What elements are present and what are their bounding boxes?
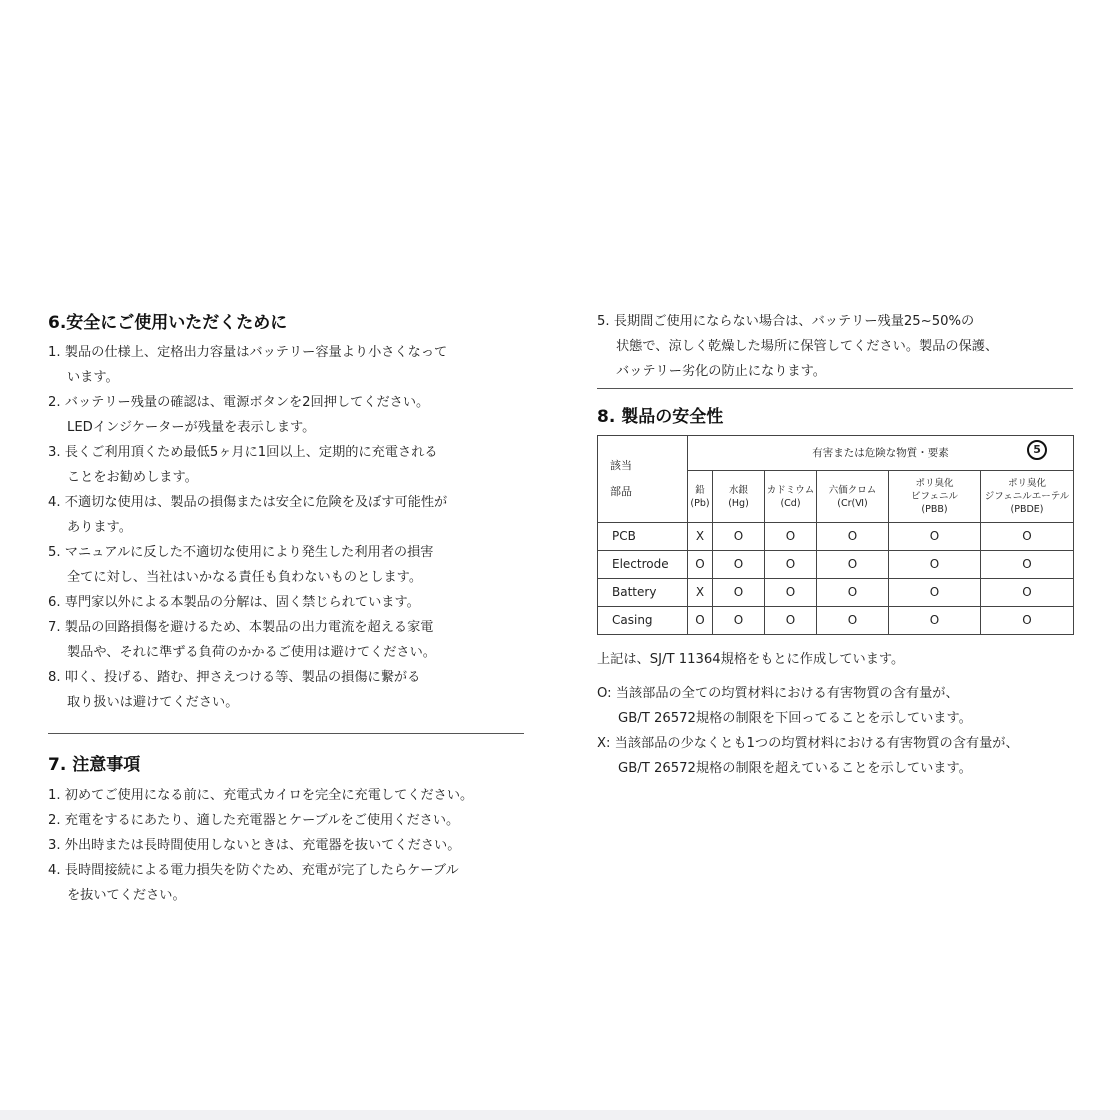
table-row: [598, 551, 1074, 579]
item-line: 1. 初めてご使用になる前に、充電式カイロを完全に充電してください。: [48, 788, 474, 803]
mark-cell: O: [889, 579, 981, 607]
epup-recycle-icon: 5: [1027, 440, 1047, 460]
item-line: 6. 専門家以外による本製品の分解は、固く禁じられています。: [48, 595, 420, 610]
mark-cell: O: [889, 551, 981, 579]
col-header-cr6: 六価クロム (Cr(Ⅵ): [817, 471, 889, 523]
item-line: 2. 充電をするにあたり、適した充電器とケーブルをご使用ください。: [48, 813, 460, 828]
section6-item-7: [48, 615, 447, 665]
legend-line-cont: GB/T 26572規格の制限を下回ってることを示しています。: [618, 711, 972, 726]
part-name: Battery: [598, 579, 688, 607]
mark-cell: O: [713, 607, 765, 635]
storage-note: [597, 309, 998, 384]
mark-cell: O: [981, 579, 1074, 607]
item-line: 8. 叩く、投げる、踏む、押さえつける等、製品の損傷に繋がる: [48, 670, 421, 685]
section6-item-1: [48, 340, 447, 390]
section7-item-3: [48, 833, 473, 858]
mark-cell: O: [765, 551, 817, 579]
item-line: 3. 長くご利用頂くため最低5ヶ月に1回以上、定期的に充電される: [48, 445, 438, 460]
section-divider: [597, 388, 1073, 389]
mark-cell: O: [817, 551, 889, 579]
mark-cell: O: [817, 579, 889, 607]
mark-cell: O: [765, 607, 817, 635]
item-line-cont: います。: [67, 370, 119, 385]
item-line-cont: 取り扱いは避けてください。: [67, 695, 239, 710]
section8-title: 8. 製品の安全性: [597, 407, 724, 427]
item-line-cont: 製品や、それに準ずる負荷のかかるご使用は避けてください。: [67, 645, 436, 660]
legend-line: X: 当該部品の少なくとも1つの均質材料における有害物質の含有量が、: [597, 736, 1019, 751]
section7-item-1: [48, 783, 473, 808]
part-name: Casing: [598, 607, 688, 635]
hazard-header-text: 有害または危険な物質・要素: [812, 446, 949, 459]
section6-item-2: [48, 390, 447, 440]
item-line-cont: を抜いてください。: [67, 888, 186, 903]
mark-cell: O: [765, 523, 817, 551]
table-row: [598, 523, 1074, 551]
mark-cell: O: [817, 523, 889, 551]
section-divider: [48, 733, 524, 734]
mark-cell: O: [889, 607, 981, 635]
bottom-band: [0, 1110, 1120, 1120]
item-line-cont: あります。: [67, 520, 132, 535]
item-line: 2. バッテリー残量の確認は、電源ボタンを2回押してください。: [48, 395, 430, 410]
mark-cell: O: [713, 523, 765, 551]
mark-cell: O: [981, 551, 1074, 579]
item-line-cont: ことをお勧めします。: [67, 470, 198, 485]
mark-cell: O: [981, 523, 1074, 551]
table-row: [598, 579, 1074, 607]
section7-title: 7. 注意事項: [48, 755, 141, 775]
storage-note-line: 5. 長期間ご使用にならない場合は、バッテリー残量25~50%の: [597, 314, 975, 329]
part-header-line: 部品: [610, 485, 632, 498]
mark-cell: O: [713, 579, 765, 607]
mark-cell: O: [713, 551, 765, 579]
part-header-cell: [598, 436, 688, 523]
section6-item-5: [48, 540, 447, 590]
mark-cell: O: [765, 579, 817, 607]
part-header-line: 該当: [610, 459, 632, 472]
storage-note-line: 状態で、涼しく乾燥した場所に保管してください。製品の保護、: [616, 339, 999, 354]
item-line-cont: LEDインジケーターが残量を表示します。: [67, 420, 316, 435]
item-line: 5. マニュアルに反した不適切な使用により発生した利用者の損害: [48, 545, 434, 560]
section6-item-3: [48, 440, 447, 490]
legend-list: [597, 681, 1019, 781]
section6-item-8: [48, 665, 447, 715]
col-header-pbde: ポリ臭化 ジフェニルエーテル (PBDE): [981, 471, 1074, 523]
section6-title: 6.安全にご使用いただくために: [48, 313, 288, 333]
mark-cell: O: [981, 607, 1074, 635]
mark-cell: X: [688, 523, 713, 551]
col-header-cd: カドミウム (Cd): [765, 471, 817, 523]
hazardous-substances-table: [597, 435, 1074, 635]
table-row: [598, 607, 1074, 635]
standard-note: 上記は、SJ/T 11364規格をもとに作成しています。: [597, 652, 905, 667]
storage-note-line: バッテリー劣化の防止になります。: [616, 364, 826, 379]
item-line: 3. 外出時または長時間使用しないときは、充電器を抜いてください。: [48, 838, 461, 853]
section7-item-4: [48, 858, 473, 908]
mark-cell: O: [688, 551, 713, 579]
legend-o: [597, 681, 1019, 731]
legend-line: O: 当該部品の全ての均質材料における有害物質の含有量が、: [597, 686, 959, 701]
section7-item-2: [48, 808, 473, 833]
mark-cell: O: [688, 607, 713, 635]
mark-cell: O: [817, 607, 889, 635]
col-header-hg: 水銀 (Hg): [713, 471, 765, 523]
part-name: Electrode: [598, 551, 688, 579]
section6-item-6: [48, 590, 447, 615]
item-line: 1. 製品の仕様上、定格出力容量はバッテリー容量より小さくなって: [48, 345, 448, 360]
item-line: 7. 製品の回路損傷を避けるため、本製品の出力電流を超える家電: [48, 620, 434, 635]
legend-x: [597, 731, 1019, 781]
hazard-header-cell: [688, 436, 1074, 471]
section6-item-4: [48, 490, 447, 540]
section7-list: [48, 783, 473, 908]
col-header-pb: 鉛 (Pb): [688, 471, 713, 523]
part-name: PCB: [598, 523, 688, 551]
item-line: 4. 長時間接続による電力損失を防ぐため、充電が完了したらケーブル: [48, 863, 459, 878]
item-line-cont: 全てに対し、当社はいかなる責任も負わないものとします。: [67, 570, 423, 585]
col-header-pbb: ポリ臭化 ビフェニル (PBB): [889, 471, 981, 523]
item-line: 4. 不適切な使用は、製品の損傷または安全に危険を及ぼす可能性が: [48, 495, 448, 510]
mark-cell: X: [688, 579, 713, 607]
section6-list: [48, 340, 447, 715]
legend-line-cont: GB/T 26572規格の制限を超えていることを示しています。: [618, 761, 972, 776]
mark-cell: O: [889, 523, 981, 551]
